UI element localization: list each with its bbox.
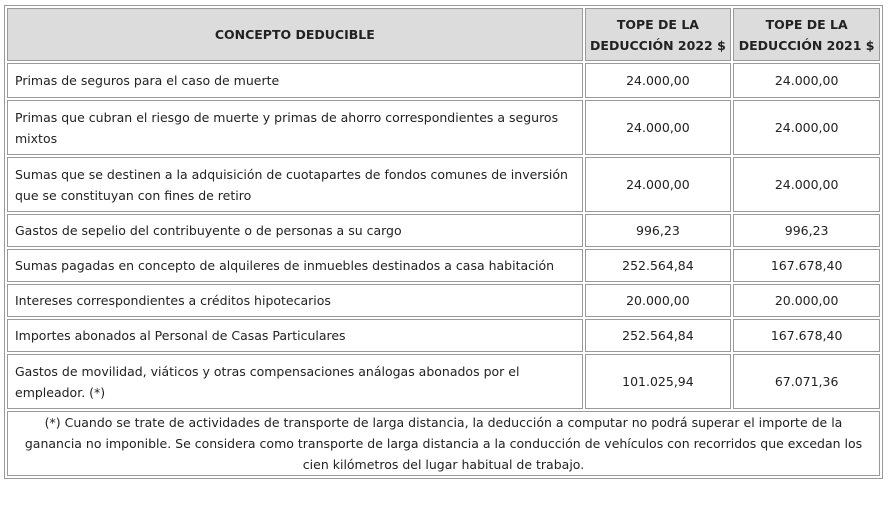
table-row bbox=[7, 284, 880, 317]
concept-cell: Gastos de sepelio del contribuyente o de personas a su cargo bbox=[7, 214, 583, 247]
header-concept: CONCEPTO DEDUCIBLE bbox=[7, 8, 583, 61]
value-2021-cell: 20.000,00 bbox=[733, 284, 880, 317]
value-2022-cell: 24.000,00 bbox=[585, 63, 732, 98]
header-2021 bbox=[733, 8, 880, 61]
value-2021-cell: 24.000,00 bbox=[733, 100, 880, 155]
value-2021-cell: 24.000,00 bbox=[733, 63, 880, 98]
header-row bbox=[7, 8, 880, 61]
value-2021-cell: 24.000,00 bbox=[733, 157, 880, 212]
value-2022-cell: 24.000,00 bbox=[585, 100, 732, 155]
table-row bbox=[7, 319, 880, 352]
concept-cell: Intereses correspondientes a créditos hipotecarios bbox=[7, 284, 583, 317]
footnote-row bbox=[7, 411, 880, 476]
table-row bbox=[7, 63, 880, 98]
value-2021-cell: 67.071,36 bbox=[733, 354, 880, 409]
header-2022-line2: DEDUCCIÓN 2022 $ bbox=[590, 37, 726, 53]
footnote: (*) Cuando se trate de actividades de transporte de larga distancia, la deducción a computar no podrá superar el importe de la ganancia no imponible. Se considera como transporte de larga distancia a la conducción de vehículos con recorridos que excedan los cien kilómetros del lugar habitual de trabajo. bbox=[7, 411, 880, 476]
header-2022 bbox=[585, 8, 732, 61]
concept-cell: Gastos de movilidad, viáticos y otras compensaciones análogas abonados por el empleador. (*) bbox=[7, 354, 583, 409]
concept-cell: Importes abonados al Personal de Casas Particulares bbox=[7, 319, 583, 352]
table-row bbox=[7, 249, 880, 282]
table-row bbox=[7, 354, 880, 409]
header-2021-line1: TOPE DE LA bbox=[765, 16, 848, 32]
value-2022-cell: 24.000,00 bbox=[585, 157, 732, 212]
concept-cell: Primas de seguros para el caso de muerte bbox=[7, 63, 583, 98]
concept-cell: Sumas pagadas en concepto de alquileres de inmuebles destinados a casa habitación bbox=[7, 249, 583, 282]
value-2022-cell: 996,23 bbox=[585, 214, 732, 247]
value-2021-cell: 167.678,40 bbox=[733, 249, 880, 282]
table-row bbox=[7, 214, 880, 247]
table-row bbox=[7, 100, 880, 155]
value-2021-cell: 996,23 bbox=[733, 214, 880, 247]
deduction-table bbox=[4, 5, 883, 479]
value-2021-cell: 167.678,40 bbox=[733, 319, 880, 352]
table-row bbox=[7, 157, 880, 212]
concept-cell: Sumas que se destinen a la adquisición de cuotapartes de fondos comunes de inversión que se constituyan con fines de retiro bbox=[7, 157, 583, 212]
value-2022-cell: 252.564,84 bbox=[585, 319, 732, 352]
header-2022-line1: TOPE DE LA bbox=[616, 16, 699, 32]
header-2021-line2: DEDUCCIÓN 2021 $ bbox=[738, 37, 875, 53]
value-2022-cell: 101.025,94 bbox=[585, 354, 732, 409]
concept-cell: Primas que cubran el riesgo de muerte y primas de ahorro correspondientes a seguros mixtos bbox=[7, 100, 583, 155]
value-2022-cell: 20.000,00 bbox=[585, 284, 732, 317]
value-2022-cell: 252.564,84 bbox=[585, 249, 732, 282]
